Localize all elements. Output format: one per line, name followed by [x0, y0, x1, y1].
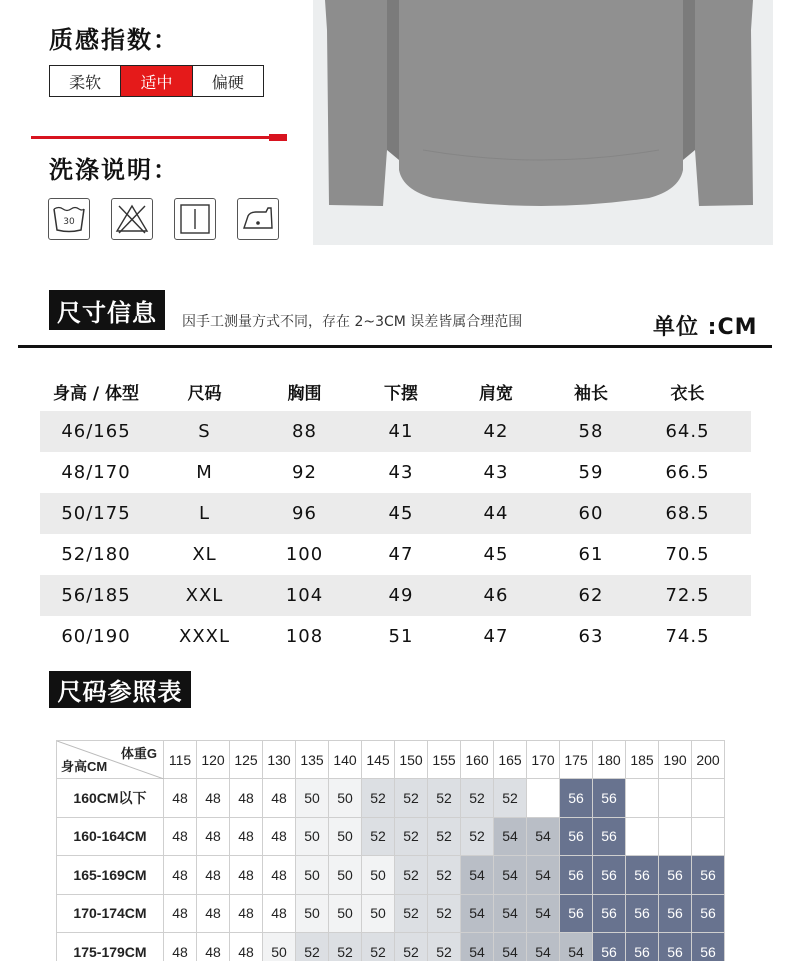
cell-chest: 104	[285, 585, 324, 606]
size-cell: 54	[527, 817, 560, 856]
size-info-badge: 尺寸信息	[49, 290, 165, 330]
size-cell	[692, 779, 725, 818]
size-cell	[626, 779, 659, 818]
cell-height-body: 60/190	[61, 626, 131, 647]
cell-height-body: 46/165	[61, 421, 131, 442]
size-cell: 56	[659, 894, 692, 933]
size-cell: 50	[329, 817, 362, 856]
measurement-note: 因手工测量方式不同，存在 2~3CM 误差皆属合理范围	[182, 314, 523, 330]
size-table-row	[40, 616, 751, 657]
cell-size: M	[196, 462, 213, 483]
header-height-body: 身高 / 体型	[52, 383, 140, 404]
cell-length: 72.5	[665, 585, 710, 606]
cell-shoulder: 47	[483, 626, 509, 647]
cell-size: XXXL	[178, 626, 231, 647]
size-cell: 56	[593, 894, 626, 933]
texture-option-firm: 偏硬	[211, 72, 244, 92]
size-cell: 56	[560, 817, 593, 856]
size-cell: 48	[197, 779, 230, 818]
size-cell: 54	[494, 817, 527, 856]
size-cell: 48	[263, 779, 296, 818]
size-cell: 48	[164, 817, 197, 856]
size-table-row	[40, 534, 751, 575]
size-cell: 54	[494, 894, 527, 933]
size-cell: 50	[329, 856, 362, 895]
height-row	[57, 933, 725, 961]
cell-hem: 41	[388, 421, 414, 442]
size-cell: 52	[395, 894, 428, 933]
size-cell	[626, 817, 659, 856]
header-chest: 胸围	[287, 383, 322, 404]
height-row-label: 160CM以下	[57, 779, 164, 818]
size-cell: 56	[692, 933, 725, 961]
size-cell: 50	[362, 856, 395, 895]
size-cell: 48	[197, 933, 230, 961]
cell-length: 64.5	[665, 421, 710, 442]
size-cell: 54	[494, 856, 527, 895]
cell-length: 70.5	[665, 544, 710, 565]
size-cell: 56	[626, 894, 659, 933]
size-cell: 48	[164, 856, 197, 895]
cell-shoulder: 44	[483, 503, 509, 524]
size-cell: 52	[461, 817, 494, 856]
low-iron-icon	[237, 198, 279, 240]
hang-dry-icon	[174, 198, 216, 240]
cell-hem: 43	[388, 462, 414, 483]
size-cell	[659, 817, 692, 856]
product-photo	[313, 0, 773, 245]
size-cell: 48	[197, 856, 230, 895]
cell-length: 74.5	[665, 626, 710, 647]
cell-chest: 92	[292, 462, 317, 483]
size-cell: 52	[362, 933, 395, 961]
size-cell: 50	[296, 894, 329, 933]
size-cell: 48	[164, 779, 197, 818]
size-cell: 54	[527, 894, 560, 933]
size-cell: 52	[296, 933, 329, 961]
size-cell: 52	[362, 817, 395, 856]
unit-label: 单位 :CM	[653, 315, 758, 340]
grid-corner	[57, 741, 164, 779]
size-cell: 56	[692, 856, 725, 895]
size-cell: 50	[263, 933, 296, 961]
weight-column-header: 145	[362, 741, 395, 779]
cell-sleeve: 58	[578, 421, 604, 442]
texture-scale	[49, 65, 264, 97]
cell-chest: 88	[292, 421, 317, 442]
size-cell: 56	[626, 933, 659, 961]
cell-shoulder: 43	[483, 462, 509, 483]
cell-chest: 100	[285, 544, 324, 565]
size-cell	[659, 779, 692, 818]
size-table-row	[40, 452, 751, 493]
header-hem: 下摆	[384, 383, 418, 404]
section-divider	[31, 136, 287, 139]
size-cell: 54	[527, 933, 560, 961]
weight-column-header: 175	[560, 741, 593, 779]
size-cell: 52	[461, 779, 494, 818]
size-cell: 54	[461, 856, 494, 895]
size-cell: 50	[296, 856, 329, 895]
cell-hem: 49	[388, 585, 414, 606]
weight-column-header: 155	[428, 741, 461, 779]
size-cell: 48	[230, 817, 263, 856]
cell-chest: 108	[285, 626, 324, 647]
cell-size: L	[198, 503, 211, 524]
cell-chest: 96	[292, 503, 317, 524]
size-cell: 48	[230, 894, 263, 933]
size-cell: 52	[395, 779, 428, 818]
size-cell: 52	[428, 933, 461, 961]
wash-instructions-heading: 洗涤说明：	[49, 156, 179, 184]
weight-column-header: 160	[461, 741, 494, 779]
size-cell: 56	[626, 856, 659, 895]
size-cell: 48	[263, 817, 296, 856]
cell-hem: 51	[388, 626, 414, 647]
weight-column-header: 165	[494, 741, 527, 779]
texture-index-heading: 质感指数：	[49, 26, 179, 54]
cell-size: XL	[192, 544, 217, 565]
size-cell: 52	[428, 894, 461, 933]
height-row	[57, 817, 725, 856]
size-cell: 56	[560, 779, 593, 818]
texture-option-medium: 适中	[121, 66, 192, 96]
weight-column-header: 180	[593, 741, 626, 779]
size-cell: 56	[692, 894, 725, 933]
size-table-row	[40, 575, 751, 616]
size-cell: 56	[593, 817, 626, 856]
cell-height-body: 50/175	[61, 503, 131, 524]
size-cell: 48	[263, 856, 296, 895]
weight-column-header: 200	[692, 741, 725, 779]
size-cell: 52	[428, 856, 461, 895]
size-cell: 48	[164, 894, 197, 933]
cell-sleeve: 60	[578, 503, 604, 524]
weight-column-header: 140	[329, 741, 362, 779]
size-cell: 48	[230, 779, 263, 818]
weight-column-header: 150	[395, 741, 428, 779]
size-cell: 52	[362, 779, 395, 818]
size-cell: 48	[230, 933, 263, 961]
height-row-label: 165-169CM	[57, 856, 164, 895]
cell-shoulder: 45	[483, 544, 509, 565]
header-shoulder: 肩宽	[479, 383, 513, 404]
cell-height-body: 48/170	[61, 462, 131, 483]
weight-column-header: 125	[230, 741, 263, 779]
cell-hem: 45	[388, 503, 414, 524]
size-cell: 54	[527, 856, 560, 895]
height-axis-label: 身高CM	[61, 759, 108, 774]
size-cell: 54	[461, 894, 494, 933]
cell-sleeve: 63	[578, 626, 604, 647]
wash-icons	[48, 198, 279, 240]
weight-column-header: 120	[197, 741, 230, 779]
weight-column-header: 185	[626, 741, 659, 779]
no-bleach-icon	[111, 198, 153, 240]
size-reference-badge: 尺码参照表	[49, 671, 191, 708]
cell-size: S	[198, 421, 211, 442]
cell-sleeve: 59	[578, 462, 604, 483]
header-sleeve: 袖长	[574, 383, 608, 404]
wash-temp-label: 30	[63, 217, 75, 227]
weight-column-header: 130	[263, 741, 296, 779]
size-cell: 52	[494, 779, 527, 818]
cell-height-body: 52/180	[61, 544, 131, 565]
size-cell: 54	[461, 933, 494, 961]
size-cell: 48	[230, 856, 263, 895]
size-table	[40, 371, 751, 657]
cell-sleeve: 62	[578, 585, 604, 606]
size-cell: 52	[395, 817, 428, 856]
size-cell: 56	[560, 894, 593, 933]
cell-length: 68.5	[665, 503, 710, 524]
height-row-label: 160-164CM	[57, 817, 164, 856]
cell-shoulder: 42	[483, 421, 509, 442]
size-cell: 52	[395, 933, 428, 961]
size-table-row	[40, 411, 751, 452]
cell-size: XXL	[185, 585, 224, 606]
size-cell: 48	[197, 894, 230, 933]
size-cell: 50	[296, 779, 329, 818]
size-cell: 48	[263, 894, 296, 933]
size-cell: 56	[560, 856, 593, 895]
cell-length: 66.5	[665, 462, 710, 483]
weight-column-header: 190	[659, 741, 692, 779]
size-cell: 52	[329, 933, 362, 961]
size-cell	[692, 817, 725, 856]
gray-shirt-image	[313, 0, 773, 245]
header-length: 衣长	[670, 383, 705, 404]
size-cell: 52	[395, 856, 428, 895]
size-cell: 56	[659, 856, 692, 895]
size-cell: 50	[362, 894, 395, 933]
height-row-label: 175-179CM	[57, 933, 164, 961]
weight-column-header: 135	[296, 741, 329, 779]
wash-30-icon	[48, 198, 90, 240]
size-cell: 56	[659, 933, 692, 961]
weight-axis-label: 体重G	[120, 746, 157, 761]
texture-option-soft: 柔软	[50, 66, 121, 96]
size-cell: 56	[593, 933, 626, 961]
size-cell: 50	[296, 817, 329, 856]
size-table-header	[40, 371, 751, 411]
cell-shoulder: 46	[483, 585, 509, 606]
weight-column-header: 170	[527, 741, 560, 779]
size-cell: 56	[593, 856, 626, 895]
weight-column-header: 115	[164, 741, 197, 779]
header-size: 尺码	[187, 383, 222, 404]
size-table-row	[40, 493, 751, 534]
cell-sleeve: 61	[578, 544, 604, 565]
height-row	[57, 856, 725, 895]
size-cell: 50	[329, 894, 362, 933]
cell-hem: 47	[388, 544, 414, 565]
size-reference-grid	[56, 740, 725, 961]
size-cell: 48	[197, 817, 230, 856]
table-rule	[18, 345, 772, 348]
cell-height-body: 56/185	[61, 585, 131, 606]
size-cell: 48	[164, 933, 197, 961]
size-cell	[527, 779, 560, 818]
size-cell: 52	[428, 779, 461, 818]
size-cell: 52	[428, 817, 461, 856]
size-cell: 56	[593, 779, 626, 818]
size-cell: 54	[560, 933, 593, 961]
height-row	[57, 779, 725, 818]
height-row	[57, 894, 725, 933]
size-cell: 50	[329, 779, 362, 818]
size-cell: 54	[494, 933, 527, 961]
height-row-label: 170-174CM	[57, 894, 164, 933]
